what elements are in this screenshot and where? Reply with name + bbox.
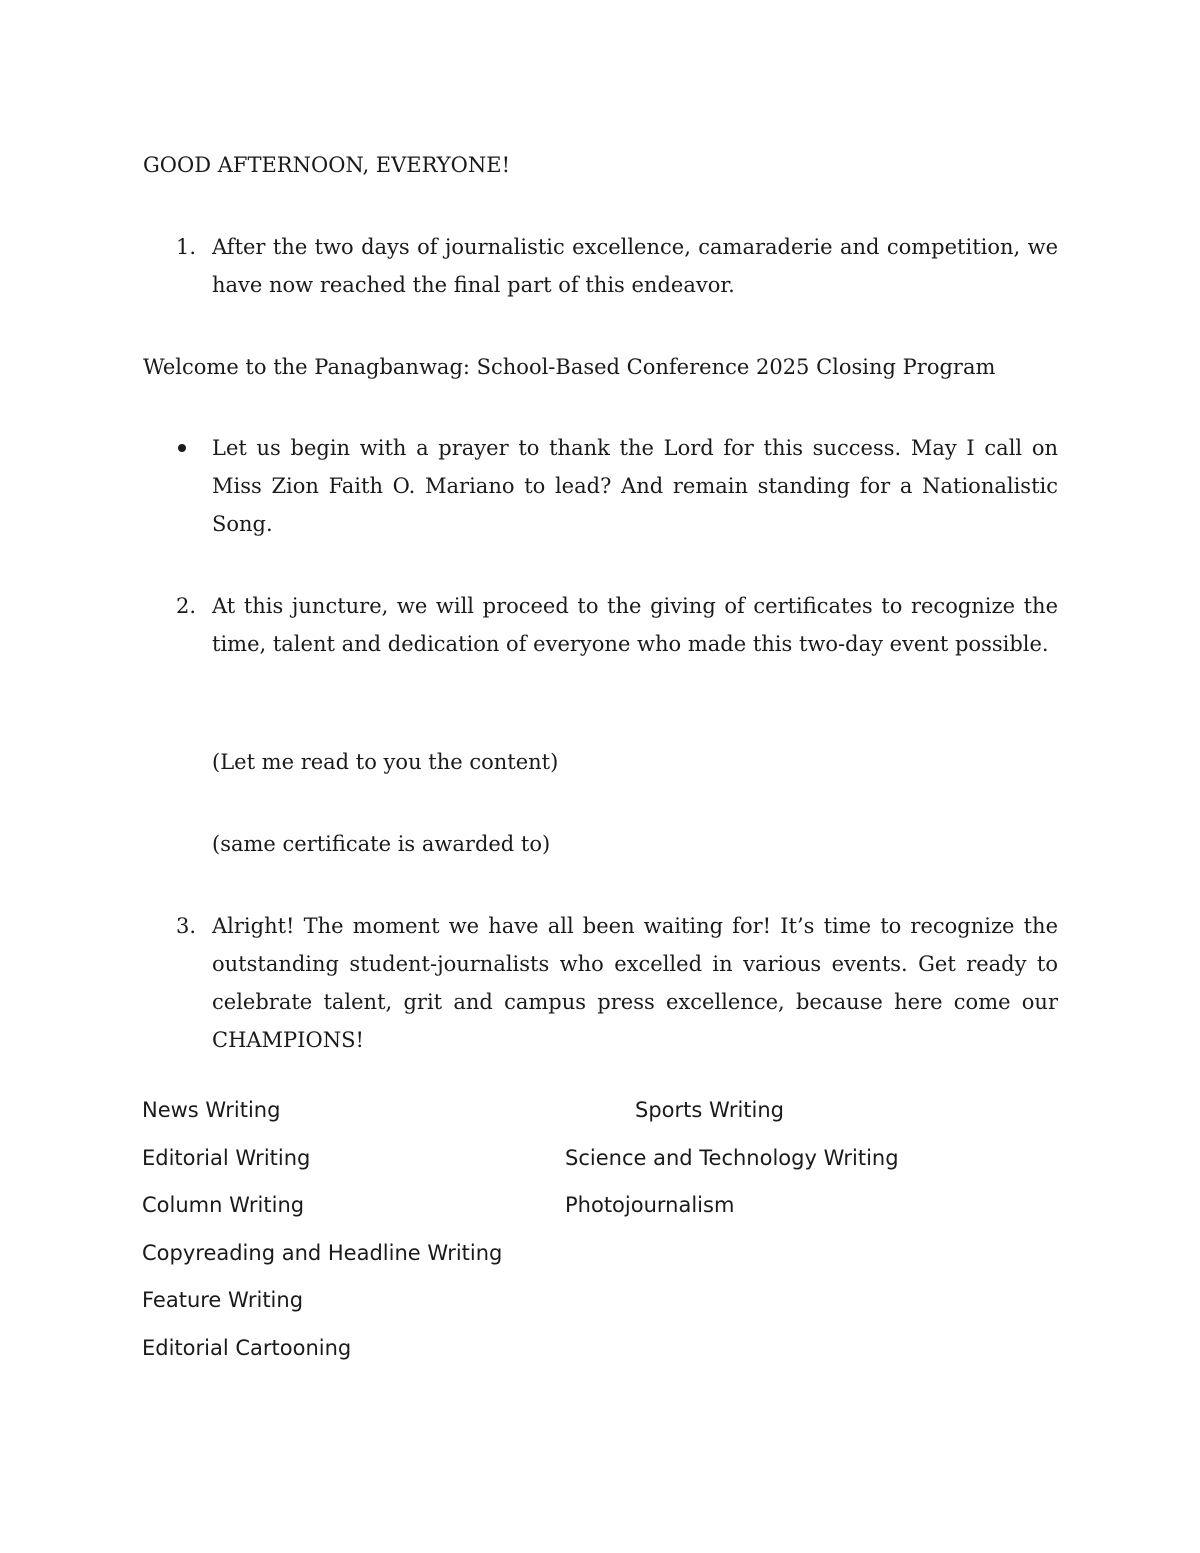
category-science-technology-writing: Science and Technology Writing	[565, 1146, 899, 1170]
greeting: GOOD AFTERNOON, EVERYONE!	[143, 153, 511, 177]
list-number-2: 2.	[176, 594, 197, 618]
list-text-3: Alright! The moment we have all been waiting for! It’s time to recognize the outstanding student-journalists who excelled in various events. Get ready to celebrate talent, grit and campus press excellence, because here come our CHAMPIONS!	[212, 914, 1058, 1052]
category-column-writing: Column Writing	[142, 1193, 305, 1217]
category-sports-writing: Sports Writing	[635, 1098, 784, 1122]
category-editorial-cartooning: Editorial Cartooning	[142, 1336, 352, 1360]
bullet-dot-icon	[178, 444, 186, 452]
welcome-line: Welcome to the Panagbanwag: School-Based Conference 2025 Closing Program	[143, 355, 996, 379]
list-item-1	[143, 228, 1058, 304]
bullet-text: Let us begin with a prayer to thank the Lord for this success. May I call on Miss Zion Faith O. Mariano to lead? And remain standing for a Nationalistic Song.	[212, 436, 1058, 536]
list-item-3	[143, 907, 1058, 1059]
bullet-item	[143, 429, 1058, 543]
category-copyreading: Copyreading and Headline Writing	[142, 1241, 503, 1265]
category-photojournalism: Photojournalism	[565, 1193, 735, 1217]
note-read-content: (Let me read to you the content)	[212, 750, 559, 774]
list-number-3: 3.	[176, 914, 197, 938]
category-news-writing: News Writing	[142, 1098, 281, 1122]
list-text-1: After the two days of journalistic excellence, camaraderie and competition, we have now reached the final part of this endeavor.	[212, 235, 1058, 297]
note-same-certificate: (same certificate is awarded to)	[212, 832, 551, 856]
category-feature-writing: Feature Writing	[142, 1288, 304, 1312]
list-text-2: At this juncture, we will proceed to the giving of certificates to recognize the time, talent and dedication of everyone who made this two-day event possible.	[212, 594, 1058, 656]
category-editorial-writing: Editorial Writing	[142, 1146, 311, 1170]
list-item-2	[143, 587, 1058, 663]
list-number-1: 1.	[176, 235, 197, 259]
